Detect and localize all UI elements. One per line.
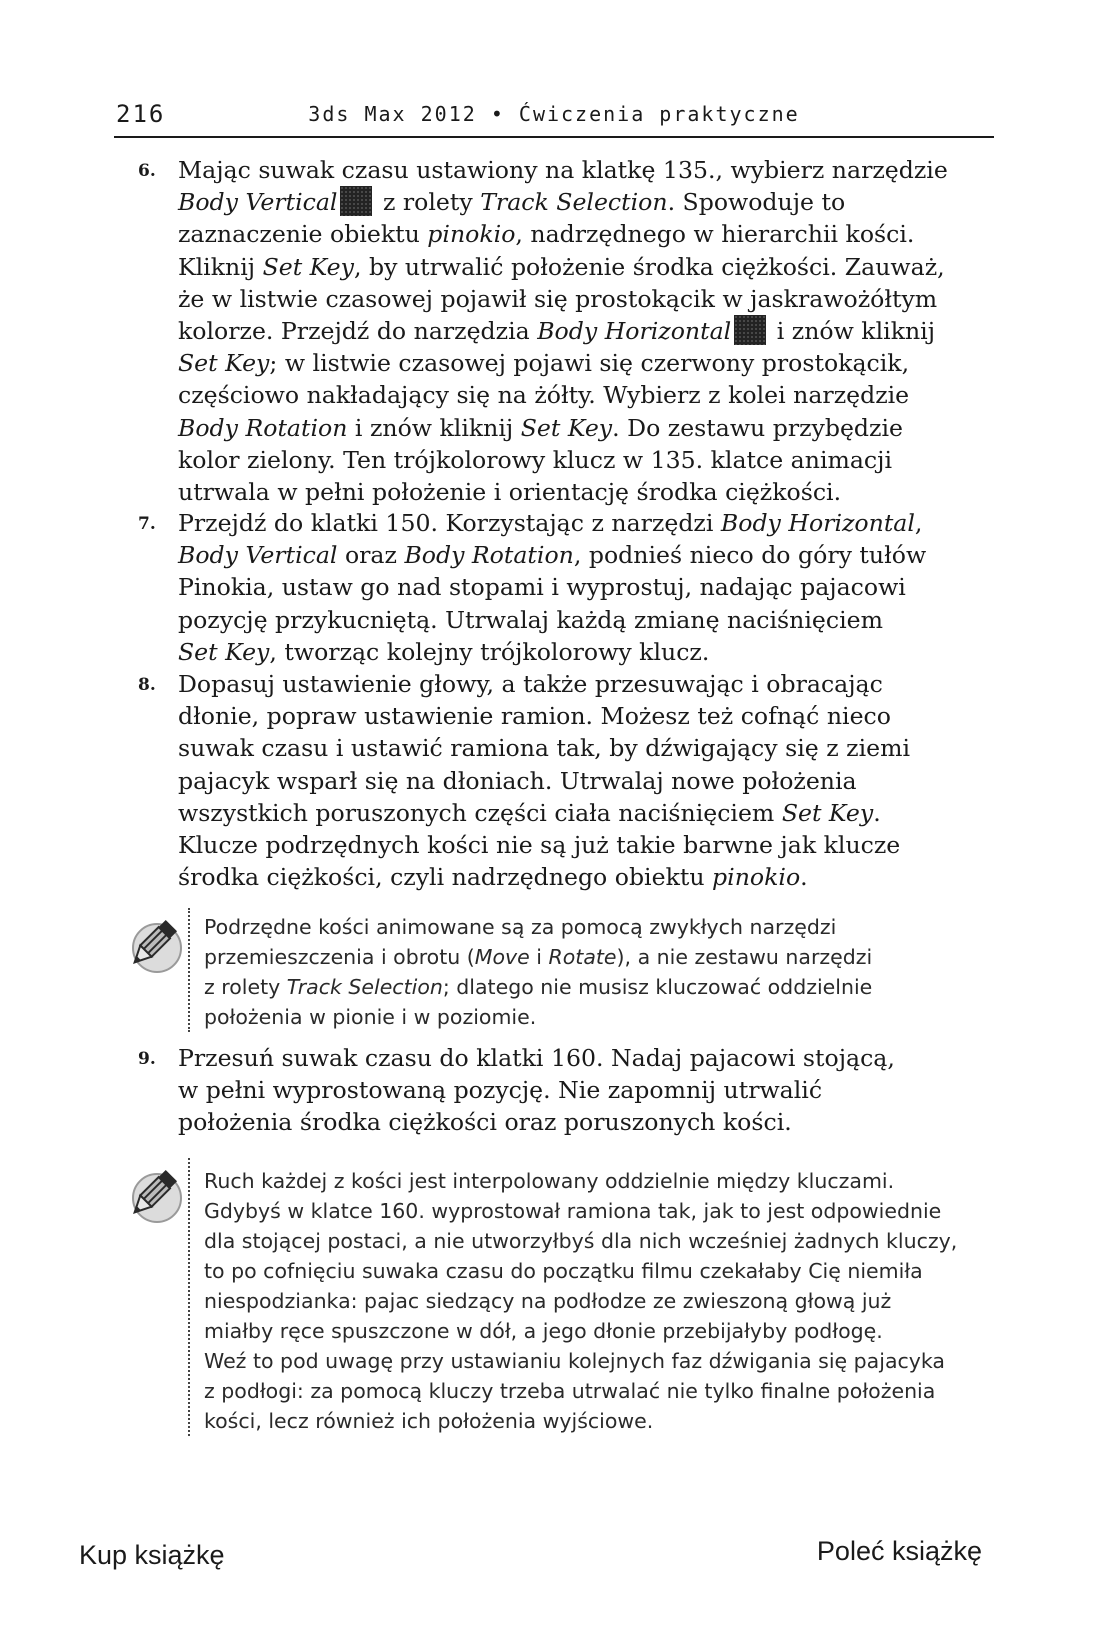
text-line: kości, lecz również ich położenia wyjściowe. xyxy=(204,1409,654,1433)
step-number: 9. xyxy=(138,1049,156,1069)
text-line: miałby ręce spuszczone w dół, a jego dłonie przebijałyby podłogę. xyxy=(204,1319,883,1343)
text-line: suwak czasu i ustawić ramiona tak, by dźwigający się z ziemi xyxy=(178,734,911,763)
text-line: Ruch każdej z kości jest interpolowany oddzielnie między kluczami. xyxy=(204,1169,895,1193)
text-line: Set Key, tworząc kolejny trójkolorowy klucz. xyxy=(178,637,710,666)
text-line: przemieszczenia i obrotu (Move i Rotate), a nie zestawu narzędzi xyxy=(204,945,873,969)
note-divider xyxy=(188,1158,190,1436)
text-line: Przesuń suwak czasu do klatki 160. Nadaj pajacowi stojącą, xyxy=(178,1044,895,1072)
step-text xyxy=(178,1042,1008,1139)
pencil-note-icon xyxy=(124,916,182,976)
text-line: położenia w pionie i w poziomie. xyxy=(204,1005,537,1029)
text-line: pozycję przykucniętą. Utrwalaj każdą zmianę naciśnięciem xyxy=(178,605,883,634)
text-line: kolorze. Przejdź do narzędzia Body Horizontal i znów kliknij xyxy=(178,317,936,346)
step-9 xyxy=(138,1042,1008,1139)
step-6 xyxy=(138,154,1008,508)
step-7 xyxy=(138,507,1008,668)
text-line: Body Rotation i znów kliknij Set Key. Do zestawu przybędzie xyxy=(178,413,903,442)
text-line: zaznaczenie obiektu pinokio, nadrzędnego w hierarchii kości. xyxy=(178,220,915,249)
text-line: częściowo nakładający się na żółty. Wybierz z kolei narzędzie xyxy=(178,381,910,410)
text-line: z podłogi: za pomocą kluczy trzeba utrwalać nie tylko finalne położenia xyxy=(204,1379,936,1403)
page-header xyxy=(114,96,994,138)
text-line: kolor zielony. Ten trójkolorowy klucz w 135. klatce animacji xyxy=(178,445,893,474)
step-number: 6. xyxy=(138,161,156,181)
body-horizontal-tool-icon xyxy=(734,315,766,345)
text-line: dłonie, popraw ustawienie ramion. Możesz też cofnąć nieco xyxy=(178,702,891,731)
text-line: Mając suwak czasu ustawiony na klatkę 135., wybierz narzędzie xyxy=(178,156,948,184)
text-line: środka ciężkości, czyli nadrzędnego obiektu pinokio. xyxy=(178,863,808,892)
text-line: Gdybyś w klatce 160. wyprostował ramiona tak, jak to jest odpowiednie xyxy=(204,1199,942,1223)
text-line: Klucze podrzędnych kości nie są już takie barwne jak klucze xyxy=(178,831,901,860)
text-line: Body Vertical z rolety Track Selection. Spowoduje to xyxy=(178,188,846,217)
text-line: Weź to pod uwagę przy ustawianiu kolejnych faz dźwigania się pajacyka xyxy=(204,1349,945,1373)
note-text xyxy=(204,1158,1004,1436)
step-number: 8. xyxy=(138,675,156,695)
text-line: niespodzianka: pajac siedzący na podłodze ze zwieszoną głową już xyxy=(204,1289,892,1313)
text-line: utrwala w pełni położenie i orientację środka ciężkości. xyxy=(178,478,842,507)
text-line: z rolety Track Selection; dlatego nie musisz kluczować oddzielnie xyxy=(204,975,873,999)
body-vertical-tool-icon xyxy=(340,186,372,216)
text-line: położenia środka ciężkości oraz poruszonych kości. xyxy=(178,1108,792,1137)
step-8 xyxy=(138,668,1008,893)
text-line: Pinokia, ustaw go nad stopami i wyprostuj, nadając pajacowi xyxy=(178,573,906,602)
note-box xyxy=(124,1158,1004,1436)
recommend-book-link[interactable]: Poleć książkę xyxy=(816,1536,982,1566)
text-line: Body Vertical oraz Body Rotation, podnieś nieco do góry tułów xyxy=(178,541,927,570)
text-line: Dopasuj ustawienie głowy, a także przesuwając i obracając xyxy=(178,670,883,698)
text-line: w pełni wyprostowaną pozycję. Nie zapomnij utrwalić xyxy=(178,1076,823,1105)
pencil-note-icon xyxy=(124,1166,182,1226)
text-line: Przejdź do klatki 150. Korzystając z narzędzi Body Horizontal, xyxy=(178,509,923,537)
note-text xyxy=(204,908,1004,1032)
step-text xyxy=(178,507,1008,668)
text-line: że w listwie czasowej pojawił się prostokącik w jaskrawożółtym xyxy=(178,284,938,313)
running-title: 3ds Max 2012 • Ćwiczenia praktyczne xyxy=(308,102,800,126)
text-line: Podrzędne kości animowane są za pomocą zwykłych narzędzi xyxy=(204,915,837,939)
text-line: Set Key; w listwie czasowej pojawi się czerwony prostokącik, xyxy=(178,349,910,378)
note-divider xyxy=(188,908,190,1032)
text-line: to po cofnięciu suwaka czasu do początku filmu czekałaby Cię niemiła xyxy=(204,1259,923,1283)
text-line: dla stojącej postaci, a nie utworzyłbyś dla nich wcześniej żadnych kluczy, xyxy=(204,1229,958,1253)
note-box xyxy=(124,908,1004,1032)
text-line: pajacyk wsparł się na dłoniach. Utrwalaj nowe położenia xyxy=(178,766,857,795)
step-number: 7. xyxy=(138,514,156,534)
text-line: Kliknij Set Key, by utrwalić położenie środka ciężkości. Zauważ, xyxy=(178,252,945,281)
step-text xyxy=(178,154,1008,508)
page-number: 216 xyxy=(116,100,166,128)
text-line: wszystkich poruszonych części ciała naciśnięciem Set Key. xyxy=(178,798,881,827)
buy-book-link[interactable]: Kup książkę xyxy=(79,1540,225,1570)
step-text xyxy=(178,668,1008,893)
